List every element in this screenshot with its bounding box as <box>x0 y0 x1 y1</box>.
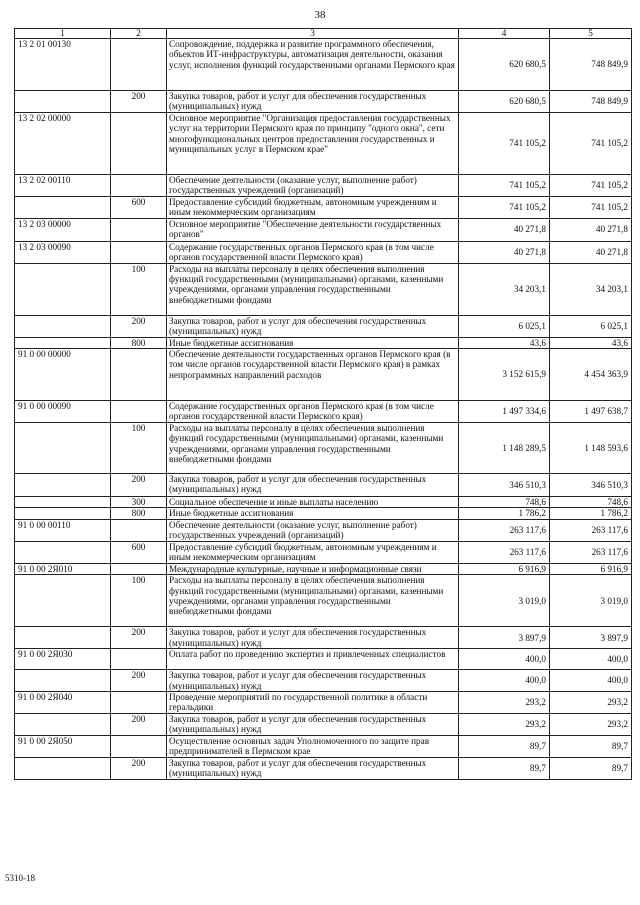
table-row <box>15 315 632 337</box>
name-cell: Иные бюджетные ассигнования <box>167 337 459 348</box>
code-cell <box>15 337 111 348</box>
code-cell: 91 0 00 2Я010 <box>15 563 111 574</box>
header-col-3: 3 <box>167 29 459 39</box>
code-cell: 91 0 00 2Я050 <box>15 735 111 757</box>
table-row <box>15 349 632 401</box>
amount-2019-cell: 263 117,6 <box>459 541 550 563</box>
code-cell <box>15 423 111 474</box>
header-col-5: 5 <box>550 29 632 39</box>
amount-2019-cell: 89,7 <box>459 757 550 779</box>
amount-2019-cell: 741 105,2 <box>459 112 550 174</box>
expense-type-cell <box>111 519 167 541</box>
table-row <box>15 241 632 263</box>
expense-type-cell <box>111 692 167 714</box>
code-cell: 13 2 02 00000 <box>15 112 111 174</box>
expense-type-cell <box>111 349 167 401</box>
header-row <box>15 29 632 39</box>
name-cell: Иные бюджетные ассигнования <box>167 508 459 519</box>
amount-2020-cell: 263 117,6 <box>550 541 632 563</box>
name-cell: Закупка товаров, работ и услуг для обеспечения государственных (муниципальных) нужд <box>167 315 459 337</box>
table-row <box>15 497 632 508</box>
table-row <box>15 692 632 714</box>
name-cell: Обеспечение деятельности (оказание услуг, выполнение работ) государственных учреждений (организаций) <box>167 174 459 196</box>
amount-2019-cell: 6 025,1 <box>459 315 550 337</box>
code-cell <box>15 714 111 736</box>
amount-2020-cell: 293,2 <box>550 714 632 736</box>
expense-type-cell: 100 <box>111 575 167 627</box>
amount-2019-cell: 741 105,2 <box>459 196 550 218</box>
table-row <box>15 627 632 649</box>
code-cell: 13 2 02 00110 <box>15 174 111 196</box>
table-row <box>15 423 632 474</box>
name-cell: Закупка товаров, работ и услуг для обеспечения государственных (муниципальных) нужд <box>167 91 459 113</box>
code-cell <box>15 508 111 519</box>
expense-type-cell <box>111 649 167 670</box>
amount-2019-cell: 43,6 <box>459 337 550 348</box>
table-row <box>15 474 632 497</box>
code-cell <box>15 315 111 337</box>
amount-2020-cell: 43,6 <box>550 337 632 348</box>
amount-2020-cell: 741 105,2 <box>550 112 632 174</box>
table-row <box>15 714 632 736</box>
budget-table <box>14 28 632 780</box>
amount-2020-cell: 1 786,2 <box>550 508 632 519</box>
table-row <box>15 337 632 348</box>
amount-2020-cell: 89,7 <box>550 735 632 757</box>
code-cell <box>15 497 111 508</box>
code-cell <box>15 263 111 315</box>
amount-2019-cell: 748,6 <box>459 497 550 508</box>
expense-type-cell: 100 <box>111 263 167 315</box>
table-row <box>15 196 632 218</box>
amount-2019-cell: 1 497 334,6 <box>459 401 550 423</box>
expense-type-cell: 200 <box>111 627 167 649</box>
code-cell: 13 2 01 00130 <box>15 39 111 91</box>
name-cell: Закупка товаров, работ и услуг для обеспечения государственных (муниципальных) нужд <box>167 474 459 497</box>
name-cell: Обеспечение деятельности государственных органов Пермского края (в том числе органов государственной власти Пермского края) в рамках непрограммных направлений расходов <box>167 349 459 401</box>
name-cell: Предоставление субсидий бюджетным, автономным учреждениям и иным некоммерческим организациям <box>167 196 459 218</box>
table-row <box>15 735 632 757</box>
code-cell <box>15 541 111 563</box>
amount-2019-cell: 3 897,9 <box>459 627 550 649</box>
name-cell: Оплата работ по проведению экспертиз и привлеченных специалистов <box>167 649 459 670</box>
table-row <box>15 39 632 91</box>
amount-2020-cell: 263 117,6 <box>550 519 632 541</box>
amount-2020-cell: 1 148 593,6 <box>550 423 632 474</box>
code-cell <box>15 757 111 779</box>
document-code: 5310-18 <box>5 873 35 883</box>
amount-2019-cell: 620 680,5 <box>459 91 550 113</box>
amount-2020-cell: 40 271,8 <box>550 218 632 241</box>
amount-2020-cell: 346 510,3 <box>550 474 632 497</box>
expense-type-cell: 800 <box>111 508 167 519</box>
header-col-2: 2 <box>111 29 167 39</box>
amount-2020-cell: 6 916,9 <box>550 563 632 574</box>
header-col-4: 4 <box>459 29 550 39</box>
code-cell: 91 0 00 00000 <box>15 349 111 401</box>
table-row <box>15 757 632 779</box>
expense-type-cell <box>111 112 167 174</box>
amount-2019-cell: 1 148 289,5 <box>459 423 550 474</box>
table-row <box>15 218 632 241</box>
expense-type-cell <box>111 241 167 263</box>
code-cell: 91 0 00 00090 <box>15 401 111 423</box>
table-row <box>15 401 632 423</box>
name-cell: Обеспечение деятельности (оказание услуг, выполнение работ) государственных учреждений (организаций) <box>167 519 459 541</box>
amount-2019-cell: 263 117,6 <box>459 519 550 541</box>
expense-type-cell <box>111 401 167 423</box>
amount-2020-cell: 34 203,1 <box>550 263 632 315</box>
code-cell: 91 0 00 2Я040 <box>15 692 111 714</box>
table-row <box>15 575 632 627</box>
code-cell <box>15 91 111 113</box>
expense-type-cell <box>111 39 167 91</box>
amount-2020-cell: 400,0 <box>550 649 632 670</box>
amount-2020-cell: 1 497 638,7 <box>550 401 632 423</box>
expense-type-cell: 200 <box>111 315 167 337</box>
amount-2019-cell: 34 203,1 <box>459 263 550 315</box>
amount-2020-cell: 89,7 <box>550 757 632 779</box>
name-cell: Расходы на выплаты персоналу в целях обеспечения выполнения функций государственными (муниципальными) органами, казенными учреждениями, органами управления государственными внебюджетными фондами <box>167 423 459 474</box>
table-row <box>15 174 632 196</box>
amount-2019-cell: 400,0 <box>459 649 550 670</box>
amount-2020-cell: 3 019,0 <box>550 575 632 627</box>
header-col-1: 1 <box>15 29 111 39</box>
amount-2020-cell: 748 849,9 <box>550 91 632 113</box>
name-cell: Международные культурные, научные и информационные связи <box>167 563 459 574</box>
amount-2019-cell: 89,7 <box>459 735 550 757</box>
name-cell: Проведение мероприятий по государственной политике в области геральдики <box>167 692 459 714</box>
amount-2020-cell: 4 454 363,9 <box>550 349 632 401</box>
code-cell <box>15 670 111 692</box>
table-row <box>15 541 632 563</box>
expense-type-cell <box>111 563 167 574</box>
table-row <box>15 670 632 692</box>
name-cell: Закупка товаров, работ и услуг для обеспечения государственных (муниципальных) нужд <box>167 627 459 649</box>
name-cell: Сопровождение, поддержка и развитие программного обеспечения, объектов ИТ-инфраструктуры, автоматизация деятельности, оказания услуг, исполнения функций государственными органами Пермского края <box>167 39 459 91</box>
table-row <box>15 563 632 574</box>
amount-2019-cell: 40 271,8 <box>459 218 550 241</box>
code-cell: 13 2 03 00090 <box>15 241 111 263</box>
expense-type-cell: 100 <box>111 423 167 474</box>
amount-2019-cell: 293,2 <box>459 714 550 736</box>
code-cell: 91 0 00 2Я030 <box>15 649 111 670</box>
code-cell: 13 2 03 00000 <box>15 218 111 241</box>
amount-2020-cell: 400,0 <box>550 670 632 692</box>
amount-2020-cell: 293,2 <box>550 692 632 714</box>
name-cell: Содержание государственных органов Пермского края (в том числе органов государственной власти Пермского края) <box>167 241 459 263</box>
name-cell: Социальное обеспечение и иные выплаты населению <box>167 497 459 508</box>
expense-type-cell: 200 <box>111 670 167 692</box>
amount-2019-cell: 1 786,2 <box>459 508 550 519</box>
expense-type-cell: 300 <box>111 497 167 508</box>
amount-2020-cell: 3 897,9 <box>550 627 632 649</box>
code-cell <box>15 627 111 649</box>
name-cell: Закупка товаров, работ и услуг для обеспечения государственных (муниципальных) нужд <box>167 670 459 692</box>
amount-2019-cell: 620 680,5 <box>459 39 550 91</box>
name-cell: Расходы на выплаты персоналу в целях обеспечения выполнения функций государственными (муниципальными) органами, казенными учреждениями, органами управления государственными внебюджетными фондами <box>167 575 459 627</box>
table-row <box>15 519 632 541</box>
name-cell: Основное мероприятие "Организация предоставления государственных услуг на территории Пермского края по принципу "одного окна", сети многофункциональных центров предоставления государственных и муниципальных услуг в Пермском крае" <box>167 112 459 174</box>
amount-2019-cell: 6 916,9 <box>459 563 550 574</box>
table-row <box>15 91 632 113</box>
expense-type-cell: 800 <box>111 337 167 348</box>
name-cell: Предоставление субсидий бюджетным, автономным учреждениям и иным некоммерческим организациям <box>167 541 459 563</box>
expense-type-cell: 200 <box>111 757 167 779</box>
table-row <box>15 263 632 315</box>
expense-type-cell <box>111 174 167 196</box>
expense-type-cell: 200 <box>111 474 167 497</box>
name-cell: Расходы на выплаты персоналу в целях обеспечения выполнения функций государственными (муниципальными) органами, казенными учреждениями, органами управления государственными внебюджетными фондами <box>167 263 459 315</box>
expense-type-cell: 200 <box>111 91 167 113</box>
amount-2020-cell: 741 105,2 <box>550 174 632 196</box>
code-cell: 91 0 00 00110 <box>15 519 111 541</box>
amount-2019-cell: 3 152 615,9 <box>459 349 550 401</box>
expense-type-cell <box>111 218 167 241</box>
name-cell: Закупка товаров, работ и услуг для обеспечения государственных (муниципальных) нужд <box>167 757 459 779</box>
code-cell <box>15 474 111 497</box>
amount-2019-cell: 40 271,8 <box>459 241 550 263</box>
amount-2019-cell: 400,0 <box>459 670 550 692</box>
code-cell <box>15 575 111 627</box>
amount-2019-cell: 293,2 <box>459 692 550 714</box>
name-cell: Закупка товаров, работ и услуг для обеспечения государственных (муниципальных) нужд <box>167 714 459 736</box>
expense-type-cell: 600 <box>111 196 167 218</box>
amount-2019-cell: 346 510,3 <box>459 474 550 497</box>
name-cell: Содержание государственных органов Пермского края (в том числе органов государственной власти Пермского края) <box>167 401 459 423</box>
expense-type-cell <box>111 735 167 757</box>
table-row <box>15 112 632 174</box>
amount-2020-cell: 741 105,2 <box>550 196 632 218</box>
amount-2019-cell: 741 105,2 <box>459 174 550 196</box>
table-row <box>15 508 632 519</box>
amount-2020-cell: 40 271,8 <box>550 241 632 263</box>
expense-type-cell: 600 <box>111 541 167 563</box>
name-cell: Осуществление основных задач Уполномоченного по защите прав предпринимателей в Пермском крае <box>167 735 459 757</box>
name-cell: Основное мероприятие "Обеспечение деятельности государственных органов" <box>167 218 459 241</box>
amount-2020-cell: 748,6 <box>550 497 632 508</box>
amount-2020-cell: 6 025,1 <box>550 315 632 337</box>
expense-type-cell: 200 <box>111 714 167 736</box>
amount-2020-cell: 748 849,9 <box>550 39 632 91</box>
amount-2019-cell: 3 019,0 <box>459 575 550 627</box>
page-number: 38 <box>314 9 326 21</box>
code-cell <box>15 196 111 218</box>
table-row <box>15 649 632 670</box>
